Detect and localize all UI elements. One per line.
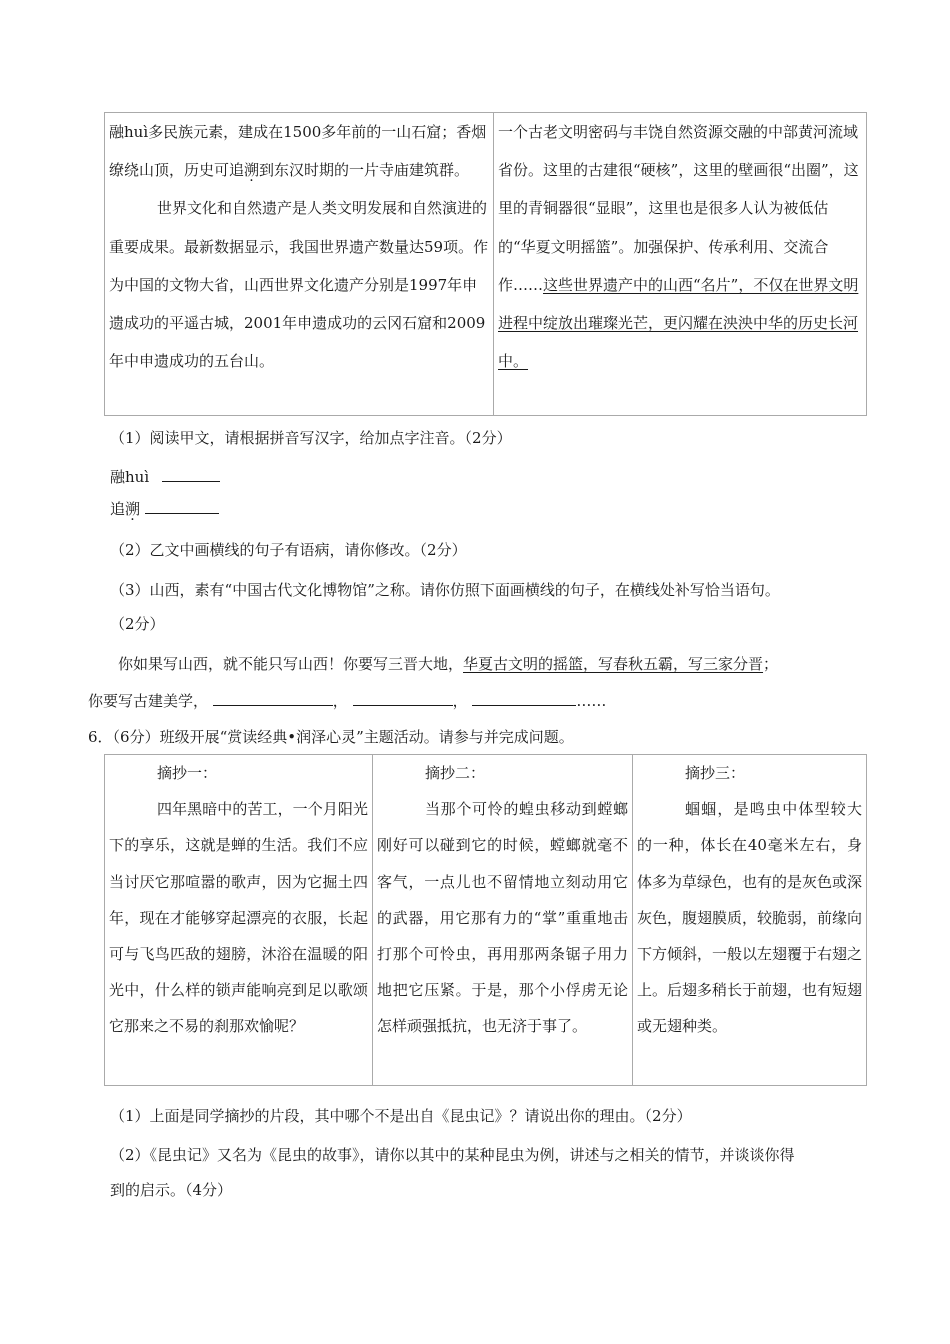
passage-right-para-1: 一个古老文明密码与丰饶自然资源交融的中部黄河流域省份。这里的古建很“硬核”，这里的壁画很“出圈”，这里的青铜器很“显眼”，这里也是很多人认为被低估的“华夏文明摇篮”。加强保护、传承利用、交流合作……这些世界遗产中的山西“名片”，不仅在世界文明进程中绽放出璀璨光芒，更闪耀在泱泱中华的历史长河中。 [498,123,859,371]
excerpt-2-heading: 摘抄二： [425,764,486,782]
excerpt-3-cell [633,755,867,1086]
underlined-example: 华夏古文明的摇篮，写春秋五霸，写三家分晋 [463,655,764,673]
emphasis-dot-char: 溯 [244,161,260,180]
excerpt-3-text: 蝈蝈，是鸣虫中体型较大的一种，体长在40毫米左右，身体多为草绿色，也有的是灰色或深灰色，腹翅膜质，较脆弱，前缘向下方倾斜，一般以左翅覆于右翅之上。后翅多稍长于前翅，也有短翅或无翅种类。 [637,800,863,1036]
passage-right-cell [494,113,867,416]
q5-sub3-sentence: 你如果写山西，就不能只写山西！你要写三晋大地，华夏古文明的摇篮，写春秋五霸，写三家分晋； [118,655,779,673]
q5-sub1-text: （1）阅读甲文，请根据拼音写汉字，给加点字注音。（2分） [110,429,512,447]
excerpt-1-text: 四年黑暗中的苦工，一个月阳光下的享乐，这就是蝉的生活。我们不应当讨厌它那喧嚣的歌声，因为它掘土四年，现在才能够穿起漂亮的衣服，长起可与飞鸟匹敌的翅膀，沐浴在温暖的阳光中，什么样的锁声能响亮到足以歌颂它那来之不易的刹那欢愉呢？ [109,800,368,1036]
fill-blank-3[interactable] [472,690,576,706]
q5-sub2-text: （2）乙文中画横线的句子有语病，请你修改。（2分） [110,541,467,559]
answer-label-hui: 融huì [110,468,150,486]
passage-left-para-1: 融huì多民族元素，建成在1500多年前的一山石窟；香烟缭绕山顶，历史可追溯到东汉时期的一片寺庙建筑群。 [109,123,487,180]
passage-left-para-2: 世界文化和自然遗产是人类文明发展和自然演进的重要成果。最新数据显示，我国世界遗产数量达59项。作为中国的文物大省，山西世界文化遗产分别是1997年申遗成功的平遥古城，2001年申遗成功的云冈石窟和2009年中申遗成功的五台山。 [109,199,489,371]
answer-blank-su[interactable] [145,498,219,514]
q5-sub3-text-line1: （3）山西，素有“中国古代文化博物馆”之称。请你仿照下面画横线的句子，在横线处补写恰当语句。 [110,581,780,599]
excerpts-table [104,754,867,1086]
excerpt-2-cell [373,755,633,1086]
q5-sub3-text-line2: （2分） [110,615,165,633]
q6-sub1-text: （1）上面是同学摘抄的片段，其中哪个不是出自《昆虫记》？请说出你的理由。（2分） [110,1107,692,1125]
q6-sub2-text-line1: （2）《昆虫记》又名为《昆虫的故事》，请你以其中的某种昆虫为例，讲述与之相关的情节，并谈谈你得 [110,1146,795,1164]
q6-sub2-text-line2: 到的启示。（4分） [110,1181,233,1199]
underlined-sentence: 这些世界遗产中的山西“名片”，不仅在世界文明进程中绽放出璀璨光芒，更闪耀在泱泱中华的历史长河中。 [498,275,859,371]
passage-left-cell [105,113,494,416]
excerpt-1-cell [105,755,373,1086]
q6-title: 6．（6分）班级开展“赏读经典•润泽心灵”主题活动。请参与并完成问题。 [88,728,574,746]
excerpt-3-heading: 摘抄三： [685,764,746,782]
fill-blank-1[interactable] [213,690,333,706]
q5-sub3-fill-row: 你要写古建美学， ， ， …… [88,692,607,710]
fill-blank-2[interactable] [353,690,453,706]
answer-blank-hui[interactable] [162,466,220,482]
emphasis-dot-char: 溯 [125,500,141,518]
answer-label-zhui: 追 [110,500,126,518]
reading-passages-table [104,112,867,416]
q5-answer-row-2 [110,498,219,519]
excerpt-1-heading: 摘抄一： [157,764,218,782]
excerpt-2-text: 当那个可怜的蝗虫移动到螳螂刚好可以碰到它的时候，螳螂就毫不客气，一点儿也不留情地立刻动用它的武器，用它那有力的“掌”重重地击打那个可怜虫，再用那两条锯子用力地把它压紧。于是，那个小俘虏无论怎样顽强抵抗，也无济于事了。 [377,800,628,1036]
q5-answer-row-1 [110,466,220,487]
